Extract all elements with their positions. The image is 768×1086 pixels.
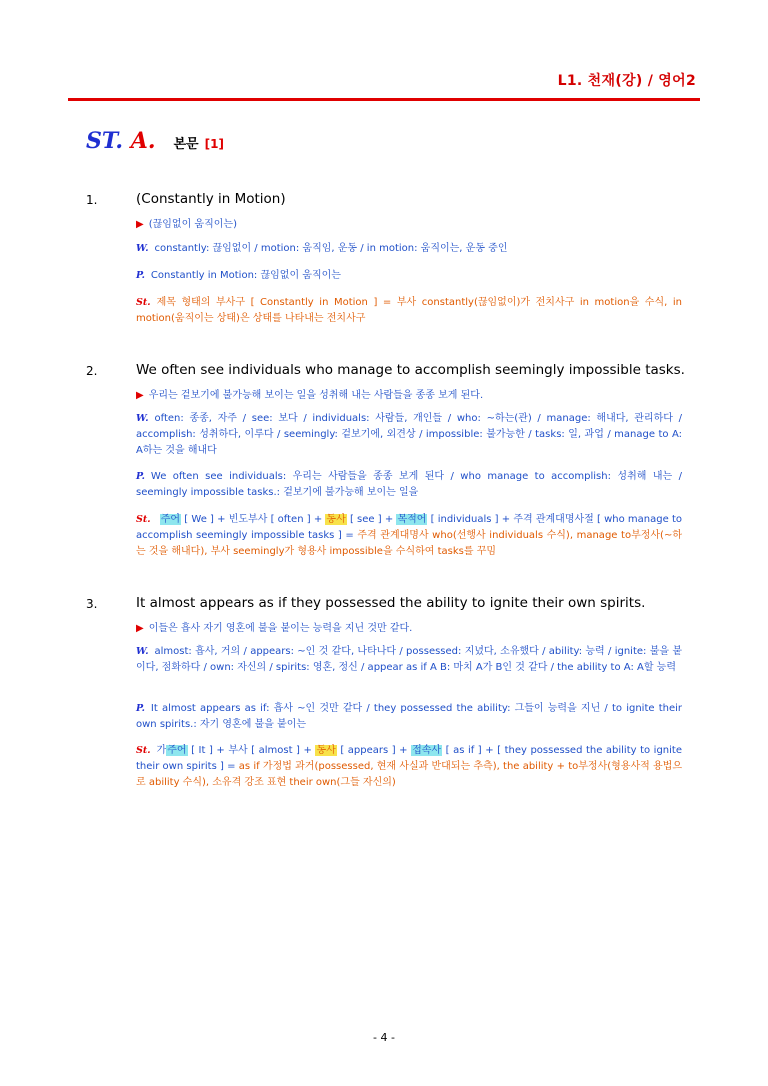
verb-highlight: 동사 bbox=[326, 514, 346, 525]
structure-part: [ appears ] + bbox=[340, 745, 408, 756]
subject-highlight: 주어 bbox=[160, 514, 181, 525]
structure-tag: St. bbox=[136, 745, 151, 756]
english-sentence: (Constantly in Motion) bbox=[136, 191, 286, 207]
word-notes bbox=[136, 644, 682, 676]
translation-text: (끊임없이 움직이는) bbox=[148, 219, 237, 230]
conjunction-highlight: 접속사 bbox=[412, 745, 442, 756]
english-sentence: We often see individuals who manage to accomplish seemingly impossible tasks. bbox=[136, 362, 685, 378]
korean-translation bbox=[136, 386, 483, 401]
header-divider bbox=[68, 98, 700, 101]
structure-tag: St. bbox=[136, 514, 151, 525]
structure-part: [ as if ] + [ they possessed the ability to ignite their own spirits ] = bbox=[136, 745, 682, 772]
page-number: - 4 - bbox=[373, 1031, 395, 1044]
structure-part: [ individuals ] + 주격 관계대명사절 [ who manage to accomplish seemingly impossible tasks ] = bbox=[136, 514, 682, 541]
item-number: 3. bbox=[86, 597, 98, 611]
section-code-a: A. bbox=[130, 128, 156, 154]
word-tag: W. bbox=[136, 413, 149, 424]
section-code-st: ST. bbox=[86, 128, 124, 154]
phrase-tag: P. bbox=[136, 703, 145, 714]
structure-explanation: as if 가정법 과거(possessed, 현재 사실과 반대되는 추측), the ability + to부정사(형용사적 용법으로 ability 수식), 소유격 강조 표현 their own(그들 자신의) bbox=[136, 761, 682, 788]
header-title: L1. 천재(강) / 영어2 bbox=[557, 73, 696, 89]
structure-part: 가 bbox=[156, 745, 167, 756]
word-text: often: 종종, 자주 / see: 보다 / individuals: 사람들, 개인들 / who: ~하는(관) / manage: 해내다, 관리하다 / accomplish: 성취하다, 이루다 / seemingly: 겉보기에, 외견상 / impossible: 불가능한 / tasks: 일, 과업 / manage to A: A하는 것을 해내다 bbox=[136, 413, 682, 456]
section-label: 본문 bbox=[173, 137, 199, 152]
phrase-notes bbox=[136, 701, 682, 733]
structure-part: [ It ] + 부사 [ almost ] + bbox=[191, 745, 312, 756]
word-notes bbox=[136, 241, 682, 257]
phrase-notes bbox=[136, 268, 682, 284]
phrase-tag: P. bbox=[136, 471, 145, 482]
structure-tag: St. bbox=[136, 297, 151, 308]
korean-translation bbox=[136, 215, 237, 230]
section-code bbox=[86, 128, 156, 154]
phrase-notes bbox=[136, 469, 682, 501]
word-text: almost: 흡사, 거의 / appears: ~인 것 같다, 나타나다 / possessed: 지녔다, 소유했다 / ability: 능력 / ignite: 불을 붙이다, 점화하다 / own: 자신의 / spirits: 영혼, 정신 / appear as if A B: 마치 A가 B인 것 같다 / the ability to A: A할 능력 bbox=[136, 646, 682, 673]
word-text: constantly: 끊임없이 / motion: 움직임, 운동 / in motion: 움직이는, 운동 중인 bbox=[154, 243, 508, 254]
structure-text: 제목 형태의 부사구 [ Constantly in Motion ] = 부사 constantly(끊임없이)가 전치사구 in motion을 수식, in motion(움직이는 상태)은 상태를 나타내는 전치사구 bbox=[136, 297, 682, 324]
object-highlight: 목적어 bbox=[397, 514, 427, 525]
phrase-tag: P. bbox=[136, 270, 145, 281]
section-number: [1] bbox=[204, 137, 224, 151]
verb-highlight: 동사 bbox=[316, 745, 336, 756]
structure-notes bbox=[136, 743, 682, 791]
word-tag: W. bbox=[136, 243, 149, 254]
structure-notes bbox=[136, 295, 682, 327]
phrase-text: It almost appears as if: 흡사 ~인 것만 같다 / they possessed the ability: 그들이 능력을 지닌 / to ignite their own spirits.: 자기 영혼에 불을 붙이는 bbox=[136, 703, 682, 730]
word-tag: W. bbox=[136, 646, 149, 657]
phrase-text: We often see individuals: 우리는 사람들을 종종 보게 된다 / who manage to accomplish: 성취해 내는 / seemingly impossible tasks.: 겉보기에 불가능해 보이는 일을 bbox=[136, 471, 682, 498]
item-number: 2. bbox=[86, 364, 98, 378]
translation-text: 우리는 겉보기에 불가능해 보이는 일을 성취해 내는 사람들을 종종 보게 된다. bbox=[148, 390, 484, 401]
phrase-text: Constantly in Motion: 끊임없이 움직이는 bbox=[150, 270, 341, 281]
triangle-icon: ▶ bbox=[136, 623, 144, 634]
word-notes bbox=[136, 411, 682, 459]
english-sentence: It almost appears as if they possessed the ability to ignite their own spirits. bbox=[136, 595, 646, 611]
structure-notes bbox=[136, 512, 682, 560]
structure-part: [ We ] + bbox=[184, 514, 226, 525]
structure-part: [ see ] + bbox=[349, 514, 394, 525]
korean-translation bbox=[136, 619, 412, 634]
structure-part: 빈도부사 [ often ] + bbox=[228, 514, 323, 525]
item-number: 1. bbox=[86, 193, 98, 207]
section-heading bbox=[86, 128, 224, 154]
triangle-icon: ▶ bbox=[136, 390, 144, 401]
subject-highlight: 주어 bbox=[167, 745, 187, 756]
translation-text: 이들은 흡사 자기 영혼에 불을 붙이는 능력을 지닌 것만 같다. bbox=[148, 623, 413, 634]
triangle-icon: ▶ bbox=[136, 219, 144, 230]
structure-explanation: 주격 관계대명사 who(선행사 individuals 수식), manage to부정사(~하는 것을 해내다), 부사 seemingly가 형용사 impossible을 수식하여 tasks를 꾸밈 bbox=[136, 530, 682, 557]
